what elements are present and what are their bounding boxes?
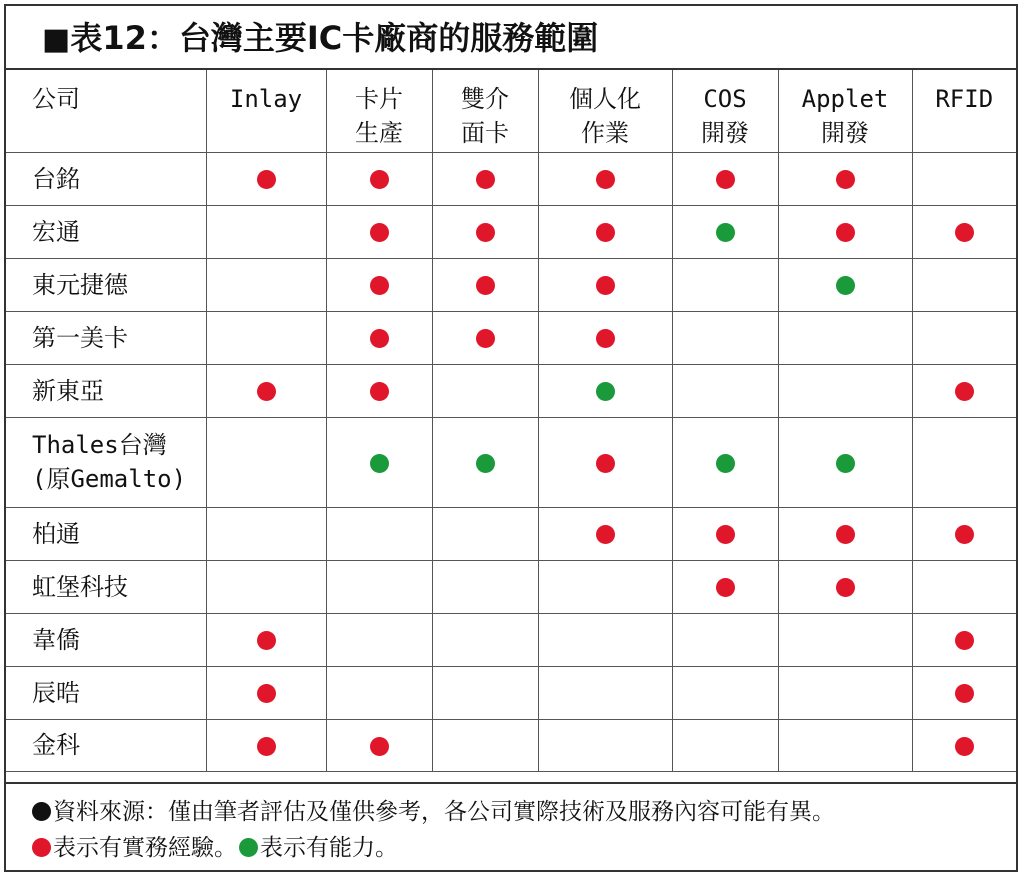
column-header-line-2: 開發 bbox=[701, 119, 749, 147]
company-name-line-1: 柏通 bbox=[32, 519, 80, 548]
service-cell bbox=[672, 613, 778, 666]
column-header bbox=[432, 70, 538, 152]
legend-green-text: 表示有能力。 bbox=[260, 835, 398, 861]
company-name bbox=[6, 666, 206, 719]
service-cell bbox=[326, 311, 432, 364]
red-dot-icon bbox=[596, 223, 615, 242]
green-dot-icon bbox=[716, 454, 735, 473]
service-cell bbox=[912, 364, 1016, 417]
column-header-line-1: Inlay bbox=[229, 85, 303, 113]
red-dot-icon bbox=[596, 525, 615, 544]
service-cell bbox=[672, 666, 778, 719]
column-header bbox=[912, 70, 1016, 152]
service-cell bbox=[432, 507, 538, 560]
title-text: 表12：台灣主要IC卡廠商的服務範圍 bbox=[70, 19, 599, 57]
service-cell bbox=[778, 719, 912, 771]
red-dot-icon bbox=[716, 170, 735, 189]
column-header-line-2: 面卡 bbox=[461, 119, 509, 147]
company-name-line-2: (原Gemalto) bbox=[32, 465, 187, 493]
service-cell bbox=[538, 152, 672, 205]
column-header bbox=[538, 70, 672, 152]
service-cell bbox=[778, 507, 912, 560]
green-dot-icon bbox=[596, 382, 615, 401]
green-dot-icon bbox=[836, 454, 855, 473]
service-cell bbox=[912, 507, 1016, 560]
column-header-line-1: 雙介 bbox=[461, 85, 509, 113]
company-name-line-1: 虹堡科技 bbox=[32, 572, 128, 601]
service-cell bbox=[432, 258, 538, 311]
service-cell bbox=[672, 560, 778, 613]
red-dot-icon bbox=[836, 525, 855, 544]
table-title bbox=[6, 6, 1016, 70]
service-cell bbox=[672, 719, 778, 771]
company-name-line-1: 第一美卡 bbox=[32, 323, 128, 352]
company-name bbox=[6, 507, 206, 560]
service-cell bbox=[672, 507, 778, 560]
table-row bbox=[6, 258, 1016, 311]
service-cell bbox=[326, 560, 432, 613]
service-cell bbox=[538, 311, 672, 364]
red-dot-icon bbox=[370, 329, 389, 348]
red-dot-icon bbox=[370, 276, 389, 295]
service-cell bbox=[538, 417, 672, 507]
service-cell bbox=[538, 205, 672, 258]
red-dot-icon bbox=[257, 684, 276, 703]
service-cell bbox=[206, 311, 326, 364]
red-dot-icon bbox=[476, 223, 495, 242]
column-header bbox=[206, 70, 326, 152]
service-cell bbox=[778, 364, 912, 417]
table-frame bbox=[4, 4, 1018, 872]
red-dot-icon bbox=[476, 329, 495, 348]
service-cell bbox=[326, 417, 432, 507]
red-dot-icon bbox=[596, 454, 615, 473]
red-dot-icon bbox=[716, 578, 735, 597]
service-cell bbox=[672, 311, 778, 364]
service-cell bbox=[206, 613, 326, 666]
service-cell bbox=[432, 417, 538, 507]
company-name-line-1: 金科 bbox=[32, 731, 80, 759]
service-cell bbox=[432, 666, 538, 719]
header-row bbox=[6, 70, 1016, 152]
service-cell bbox=[778, 560, 912, 613]
service-cell bbox=[672, 205, 778, 258]
red-dot-icon bbox=[836, 223, 855, 242]
table-row bbox=[6, 152, 1016, 205]
service-scope-table bbox=[6, 70, 1016, 772]
company-name bbox=[6, 719, 206, 771]
green-dot-icon bbox=[716, 223, 735, 242]
green-dot-icon bbox=[476, 454, 495, 473]
service-cell bbox=[912, 613, 1016, 666]
table-row bbox=[6, 719, 1016, 771]
red-dot-icon bbox=[370, 170, 389, 189]
company-name-line-1: Thales台灣 bbox=[32, 431, 167, 459]
company-name bbox=[6, 364, 206, 417]
company-name bbox=[6, 205, 206, 258]
service-cell bbox=[778, 417, 912, 507]
red-dot-icon bbox=[955, 631, 974, 650]
company-name bbox=[6, 417, 206, 507]
red-dot-icon bbox=[32, 838, 51, 857]
service-cell bbox=[778, 152, 912, 205]
column-header-line-1: 公司 bbox=[32, 85, 80, 113]
table-row bbox=[6, 364, 1016, 417]
company-name-line-1: 辰晧 bbox=[32, 678, 80, 707]
legend bbox=[32, 830, 1016, 866]
red-dot-icon bbox=[257, 382, 276, 401]
column-header bbox=[326, 70, 432, 152]
company-name bbox=[6, 613, 206, 666]
service-cell bbox=[538, 507, 672, 560]
company-name-line-1: 宏通 bbox=[32, 217, 80, 246]
service-cell bbox=[672, 364, 778, 417]
red-dot-icon bbox=[955, 684, 974, 703]
service-cell bbox=[206, 205, 326, 258]
red-dot-icon bbox=[955, 525, 974, 544]
red-dot-icon bbox=[836, 170, 855, 189]
green-dot-icon bbox=[836, 276, 855, 295]
service-cell bbox=[326, 152, 432, 205]
red-dot-icon bbox=[596, 276, 615, 295]
service-cell bbox=[672, 152, 778, 205]
red-dot-icon bbox=[955, 223, 974, 242]
company-name bbox=[6, 560, 206, 613]
service-cell bbox=[326, 258, 432, 311]
red-dot-icon bbox=[596, 170, 615, 189]
company-name-line-1: 東元捷德 bbox=[32, 270, 128, 299]
service-cell bbox=[432, 311, 538, 364]
service-cell bbox=[326, 205, 432, 258]
column-header-line-1: RFID bbox=[935, 85, 994, 113]
column-header-line-2: 作業 bbox=[581, 119, 629, 147]
service-cell bbox=[326, 719, 432, 771]
red-dot-icon bbox=[370, 382, 389, 401]
table-row bbox=[6, 311, 1016, 364]
company-name bbox=[6, 152, 206, 205]
column-header bbox=[672, 70, 778, 152]
column-header-line-2: 生產 bbox=[355, 119, 403, 147]
service-cell bbox=[912, 205, 1016, 258]
green-dot-icon bbox=[239, 838, 258, 857]
service-cell bbox=[326, 613, 432, 666]
table-row bbox=[6, 417, 1016, 507]
company-name-line-1: 台銘 bbox=[32, 164, 80, 193]
red-dot-icon bbox=[370, 223, 389, 242]
table-row bbox=[6, 507, 1016, 560]
company-name bbox=[6, 311, 206, 364]
service-cell bbox=[912, 560, 1016, 613]
service-cell bbox=[778, 613, 912, 666]
service-cell bbox=[538, 719, 672, 771]
service-cell bbox=[432, 613, 538, 666]
service-cell bbox=[538, 364, 672, 417]
service-cell bbox=[672, 417, 778, 507]
company-name-line-1: 韋僑 bbox=[32, 625, 80, 654]
service-cell bbox=[912, 417, 1016, 507]
red-dot-icon bbox=[955, 737, 974, 756]
green-dot-icon bbox=[370, 454, 389, 473]
service-cell bbox=[206, 666, 326, 719]
black-bullet-icon bbox=[32, 802, 51, 821]
service-cell bbox=[326, 507, 432, 560]
column-header bbox=[778, 70, 912, 152]
red-dot-icon bbox=[476, 276, 495, 295]
red-dot-icon bbox=[370, 737, 389, 756]
service-cell bbox=[912, 152, 1016, 205]
service-cell bbox=[778, 311, 912, 364]
service-cell bbox=[206, 507, 326, 560]
service-cell bbox=[912, 311, 1016, 364]
red-dot-icon bbox=[596, 329, 615, 348]
source-text: 資料來源：僅由筆者評估及僅供參考，各公司實際技術及服務內容可能有異。 bbox=[53, 799, 835, 825]
service-cell bbox=[778, 666, 912, 719]
service-cell bbox=[432, 719, 538, 771]
company-name bbox=[6, 258, 206, 311]
service-cell bbox=[206, 719, 326, 771]
column-header-line-1: COS bbox=[703, 85, 747, 113]
red-dot-icon bbox=[257, 170, 276, 189]
service-cell bbox=[778, 205, 912, 258]
service-cell bbox=[538, 666, 672, 719]
service-cell bbox=[206, 152, 326, 205]
service-cell bbox=[206, 364, 326, 417]
service-cell bbox=[432, 205, 538, 258]
source-note bbox=[32, 794, 1016, 830]
column-header-line-1: Applet bbox=[801, 85, 889, 113]
service-cell bbox=[326, 666, 432, 719]
service-cell bbox=[432, 364, 538, 417]
table-row bbox=[6, 560, 1016, 613]
red-dot-icon bbox=[476, 170, 495, 189]
service-cell bbox=[538, 560, 672, 613]
service-cell bbox=[432, 560, 538, 613]
column-header-line-1: 個人化 bbox=[569, 85, 641, 113]
table-row bbox=[6, 613, 1016, 666]
service-cell bbox=[538, 258, 672, 311]
service-cell bbox=[912, 666, 1016, 719]
service-cell bbox=[778, 258, 912, 311]
table-row bbox=[6, 666, 1016, 719]
column-header-company bbox=[6, 70, 206, 152]
service-cell bbox=[432, 152, 538, 205]
service-cell bbox=[912, 258, 1016, 311]
service-cell bbox=[206, 417, 326, 507]
service-cell bbox=[912, 719, 1016, 771]
service-cell bbox=[206, 560, 326, 613]
service-cell bbox=[538, 613, 672, 666]
title-marker: ■ bbox=[42, 22, 71, 57]
red-dot-icon bbox=[955, 382, 974, 401]
red-dot-icon bbox=[257, 631, 276, 650]
footer-notes bbox=[6, 782, 1016, 870]
red-dot-icon bbox=[836, 578, 855, 597]
red-dot-icon bbox=[716, 525, 735, 544]
company-name-line-1: 新東亞 bbox=[32, 376, 104, 405]
service-cell bbox=[326, 364, 432, 417]
column-header-line-1: 卡片 bbox=[355, 85, 403, 113]
table-row bbox=[6, 205, 1016, 258]
legend-red-text: 表示有實務經驗。 bbox=[53, 835, 237, 861]
service-cell bbox=[672, 258, 778, 311]
column-header-line-2: 開發 bbox=[821, 119, 869, 147]
service-cell bbox=[206, 258, 326, 311]
red-dot-icon bbox=[257, 737, 276, 756]
